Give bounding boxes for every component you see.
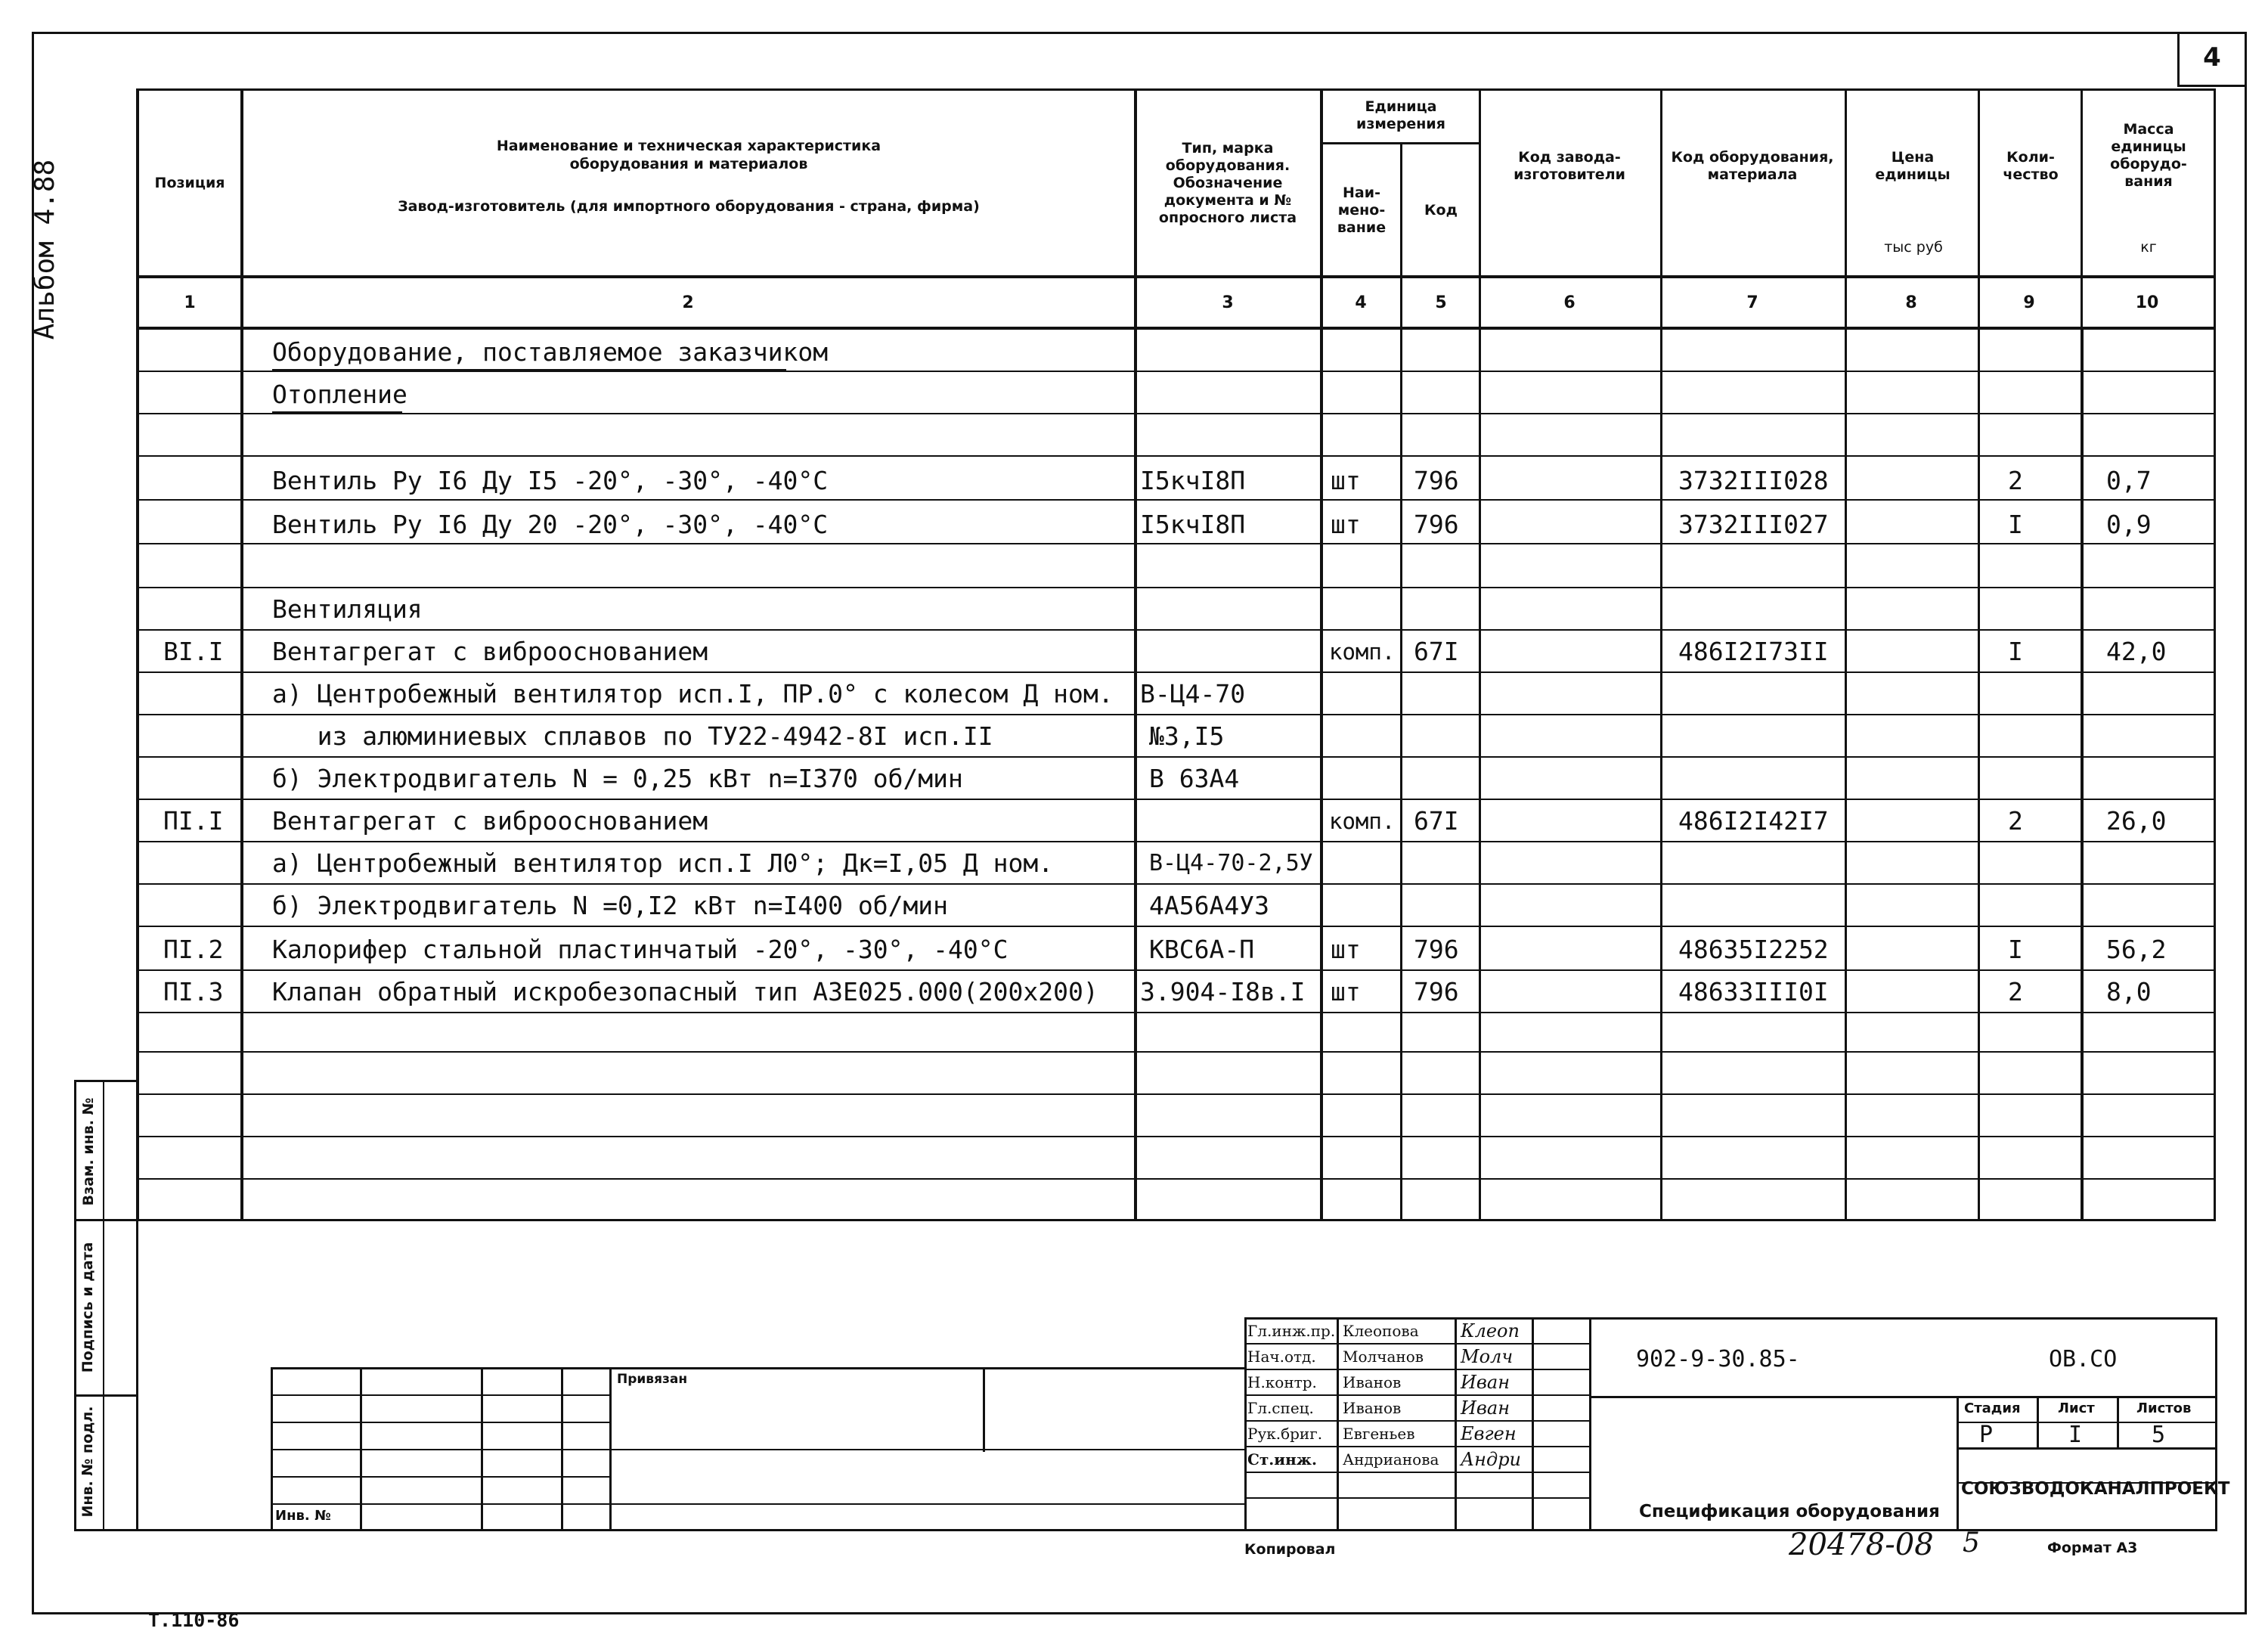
signature-3: Иван — [1461, 1397, 1510, 1419]
row-unit: комп. — [1329, 639, 1396, 665]
row-material-code: 48633III0I — [1678, 977, 1829, 1006]
row-quantity: 2 — [2008, 466, 2023, 495]
col-number-5: 5 — [1435, 293, 1447, 312]
row-code: 796 — [1414, 935, 1459, 964]
row-code: 796 — [1414, 977, 1459, 1006]
col-number-2: 2 — [682, 293, 694, 312]
row-name: б) Электродвигатель N =0,I2 кВт n=I400 об/мин — [272, 891, 949, 920]
row-material-code: 48635I2252 — [1678, 935, 1829, 964]
name-2: Иванов — [1343, 1373, 1402, 1391]
handwritten-five: 5 — [1963, 1527, 1980, 1559]
margin-label-vzam: Взам. инв. № — [80, 1097, 97, 1206]
row-type: 3.904-I8в.I — [1140, 977, 1306, 1006]
privyazan-label: Привязан — [617, 1372, 688, 1387]
sheets-label: Листов — [2136, 1400, 2192, 1416]
header-col8: Цена единицы — [1875, 149, 1950, 183]
row-name: Вентиль Ру I6 Ду I5 -20°, -30°, -40°С — [272, 466, 829, 495]
row-position: BI.I — [163, 637, 224, 666]
row-name: Калорифер стальной пластинчатый -20°, -30°, -40°С — [272, 935, 1009, 964]
row-unit: комп. — [1329, 808, 1396, 834]
album-label: Альбом 4.88 — [29, 159, 60, 340]
row-position: ПI.3 — [163, 977, 224, 1006]
row-unit: шт — [1331, 466, 1361, 495]
row-name: б) Электродвигатель N = 0,25 кВт n=I370 об/мин — [272, 764, 963, 793]
sheet-corner-number: 4 — [2203, 42, 2221, 73]
header-col2-line1: Наименование и техническая характеристика — [496, 138, 881, 154]
doc-code: 902-9-30.85- — [1636, 1346, 1800, 1372]
row-name: Оборудование, поставляемое заказчиком — [272, 337, 829, 367]
row-type: В-Ц4-70-2,5У — [1149, 850, 1313, 876]
row-name: Клапан обратный искробезопасный тип АЗЕ025.000(200x200) — [272, 977, 1098, 1006]
form-number: Т.110-86 — [148, 1609, 240, 1631]
row-name: Вентиляция — [272, 594, 423, 624]
role-2: Н.контр. — [1247, 1373, 1317, 1391]
signature-2: Иван — [1461, 1372, 1510, 1393]
row-name: из алюминиевых сплавов по ТУ22-4942-8I исп.II — [272, 721, 993, 751]
margin-label-podpis: Подпись и дата — [79, 1242, 96, 1373]
handwritten-number: 20478-08 — [1789, 1527, 1934, 1562]
header-col6: Код завода-изготовители — [1514, 149, 1625, 183]
row-material-code: 3732III027 — [1678, 510, 1829, 539]
row-name: а) Центробежный вентилятор исп.I Л0°; Дк=I,05 Д ном. — [272, 848, 1054, 878]
row-position: ПI.I — [163, 806, 224, 836]
stage-value: Р — [1979, 1422, 1994, 1448]
col-number-3: 3 — [1222, 293, 1234, 312]
row-name: Отопление — [272, 380, 407, 409]
row-name: Вентагрегат с виброоснованием — [272, 806, 708, 836]
header-col2-line3: Завод-изготовитель (для импортного оборудования - страна, фирма) — [398, 198, 980, 215]
row-mass: 0,7 — [2106, 466, 2152, 495]
signature-4: Евген — [1461, 1423, 1517, 1444]
row-type: В 63А4 — [1149, 764, 1240, 793]
header-col8-unit: тыс руб — [1884, 239, 1943, 256]
col-number-7: 7 — [1746, 293, 1758, 312]
inv-number-label: Инв. № — [275, 1508, 331, 1524]
row-quantity: 2 — [2008, 806, 2023, 836]
sheet-value: I — [2068, 1422, 2083, 1448]
doc-title: Спецификация оборудования — [1639, 1502, 1940, 1521]
stage-label: Стадия — [1964, 1400, 2021, 1416]
row-mass: 42,0 — [2106, 637, 2167, 666]
row-name: а) Центробежный вентилятор исп.I, ПР.0° с колесом Д ном. — [272, 679, 1114, 709]
sheets-value: 5 — [2152, 1422, 2166, 1448]
header-col4: Наи-мено-вание — [1337, 184, 1387, 236]
row-mass: 8,0 — [2106, 977, 2152, 1006]
signature-1: Молч — [1461, 1346, 1514, 1367]
col-number-8: 8 — [1905, 293, 1917, 312]
role-4: Рук.бриг. — [1247, 1425, 1323, 1443]
header-col1: Позиция — [154, 174, 225, 191]
header-col10: Масса единицы оборудо-вания — [2110, 121, 2187, 190]
row-type: В-Ц4-70 — [1140, 679, 1246, 709]
row-unit: шт — [1331, 977, 1361, 1006]
col-number-9: 9 — [2023, 293, 2035, 312]
header-col3: Тип, марка оборудования. Обозначение документа и № опросного листа — [1158, 139, 1297, 226]
row-type: I5кчI8П — [1140, 510, 1246, 539]
row-mass: 26,0 — [2106, 806, 2167, 836]
col-number-6: 6 — [1563, 293, 1576, 312]
row-code: 796 — [1414, 510, 1459, 539]
row-unit: шт — [1331, 935, 1361, 964]
doc-suffix: ОВ.СО — [2049, 1346, 2118, 1372]
signature-5: Андри — [1461, 1449, 1522, 1470]
role-1: Нач.отд. — [1247, 1348, 1316, 1366]
row-type: КВС6А-П — [1149, 935, 1255, 964]
row-material-code: 3732III028 — [1678, 466, 1829, 495]
col-number-10: 10 — [2135, 293, 2159, 312]
row-name: Вентагрегат с виброоснованием — [272, 637, 708, 666]
name-0: Клеопова — [1343, 1322, 1419, 1340]
header-col9: Коли-чество — [2003, 149, 2059, 183]
format-label: Формат А3 — [2047, 1540, 2138, 1556]
col-number-1: 1 — [184, 293, 196, 312]
row-material-code: 486I2I73II — [1678, 637, 1829, 666]
role-0: Гл.инж.пр. — [1247, 1322, 1336, 1340]
row-code: 796 — [1414, 466, 1459, 495]
name-4: Евгеньев — [1343, 1425, 1415, 1443]
role-3: Гл.спец. — [1247, 1399, 1314, 1417]
row-quantity: I — [2008, 935, 2023, 964]
header-col2-line2: оборудования и материалов — [569, 156, 808, 172]
sheet-label: Лист — [2058, 1400, 2095, 1416]
name-1: Молчанов — [1343, 1348, 1424, 1366]
role-5: Ст.инж. — [1247, 1450, 1317, 1469]
header-col5: Код — [1424, 201, 1458, 219]
row-type: 4А56А4УЗ — [1149, 891, 1269, 920]
row-quantity: I — [2008, 637, 2023, 666]
row-mass: 56,2 — [2106, 935, 2167, 964]
row-quantity: 2 — [2008, 977, 2023, 1006]
name-5: Андрианова — [1343, 1450, 1439, 1469]
row-mass: 0,9 — [2106, 510, 2152, 539]
row-type: №3,I5 — [1149, 721, 1225, 751]
row-code: 67I — [1414, 806, 1459, 836]
row-material-code: 486I2I42I7 — [1678, 806, 1829, 836]
header-col45-group: Единица измерения — [1356, 98, 1445, 132]
row-name: Вентиль Ру I6 Ду 20 -20°, -30°, -40°С — [272, 510, 829, 539]
organization: СОЮЗВОДОКАНАЛПРОЕКТ — [1961, 1479, 2230, 1499]
row-quantity: I — [2008, 510, 2023, 539]
kopiroval-label: Копировал — [1244, 1541, 1336, 1558]
header-col10-unit: кг — [2140, 239, 2157, 256]
row-type: I5кчI8П — [1140, 466, 1246, 495]
row-code: 67I — [1414, 637, 1459, 666]
col-number-4: 4 — [1355, 293, 1367, 312]
row-unit: шт — [1331, 510, 1361, 539]
name-3: Иванов — [1343, 1399, 1402, 1417]
header-col7: Код оборудования, материала — [1671, 149, 1834, 183]
signature-0: Клеоп — [1461, 1320, 1520, 1341]
row-position: ПI.2 — [163, 935, 224, 964]
margin-label-inv: Инв. № подл. — [79, 1406, 96, 1518]
